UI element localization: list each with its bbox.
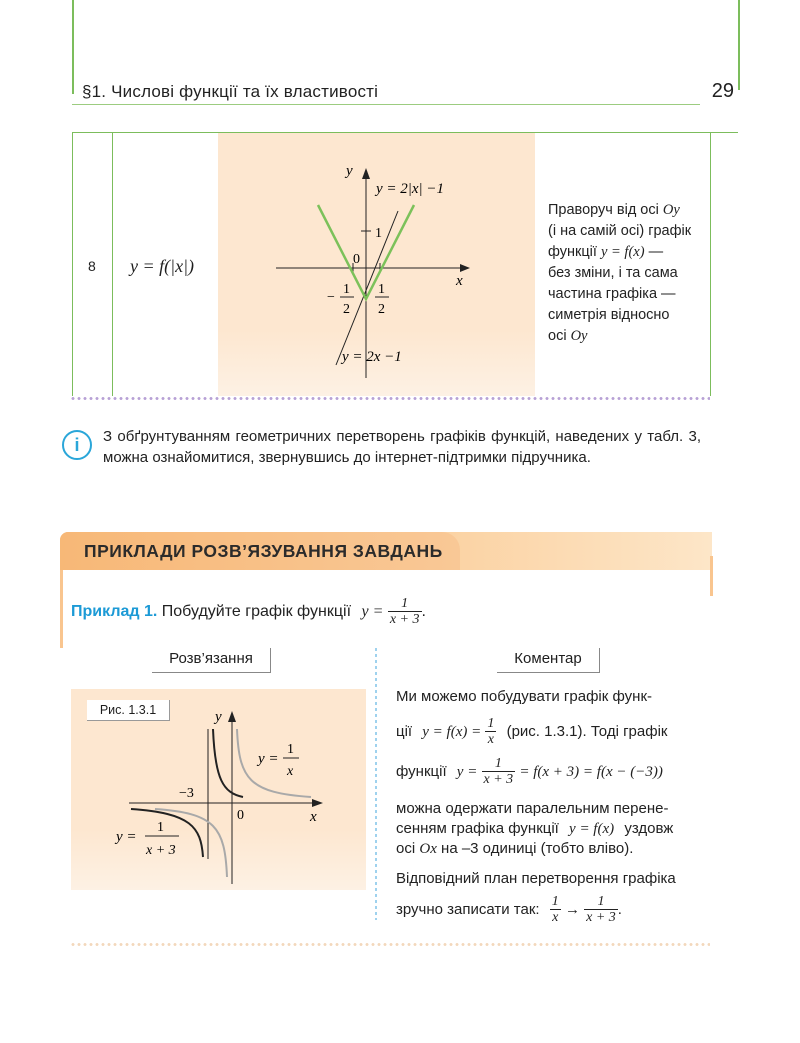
neg-half-sign: − [327,290,335,305]
comment-l3-a: функції [396,762,447,780]
desc-dash: — [644,244,664,260]
comment-l5-formula: y = f(x) [569,821,615,837]
comment-l8-f1-num: 1 [551,894,559,909]
y-axis-arrow [228,711,236,722]
page-number: 29 [711,80,734,102]
row-description [548,200,696,347]
label1-num: 1 [287,742,294,757]
desc-axis-oy: Oy [662,202,680,218]
figure-label: Рис. 1.3.1 [87,700,170,721]
frame-left-line [72,0,74,94]
comment-line-3 [396,756,701,788]
comment-l6-b: на –3 одиниці (тобто вліво). [441,840,634,857]
solution-heading: Розв’язання [152,648,271,673]
desc-line4: без зміни, і та сама [548,265,678,281]
comment-line-2 [396,716,701,748]
info-icon: i [62,430,92,460]
desc-axis-oy-2: Oy [570,328,588,344]
desc-line2: (і на самій осі) графік [548,223,692,239]
label2-lhs: y = [116,829,137,845]
neg-half-num: 1 [343,282,350,297]
table-left-border [72,132,73,396]
example-text: Побудуйте графік функції [161,603,352,621]
label2-den: x + 3 [146,843,176,858]
origin-label: 0 [353,252,360,267]
desc-line5: частина графіка — [548,286,676,302]
comment-l3-rhs: = f(x + 3) = f(x − (−3)) [519,763,663,780]
half-num: 1 [378,282,385,297]
example-frac-num: 1 [388,596,422,612]
desc-line1: Праворуч від осі [548,202,663,218]
comment-arrow: → [564,900,580,918]
x-axis-arrow [460,264,470,272]
axis-y-label: y [215,709,222,725]
comment-line-7: Відповідний план перетворення графіка [396,870,676,887]
example-frac-den: x + 3 [389,612,420,628]
comment-l3-num: 1 [482,756,516,772]
bottom-dotted-separator [70,942,710,947]
label1-lhs: y = [258,751,279,767]
origin-label: 0 [237,808,244,823]
table-col-divider [112,132,113,396]
comment-l3-fraction [482,756,516,788]
commentary-heading: Коментар [497,648,600,673]
neg-half-den: 2 [343,302,350,317]
desc-formula: y = f(x) [600,244,645,260]
header-underline [72,104,700,105]
column-divider [375,648,377,920]
label1-den: x [287,764,294,779]
comment-line-4: можна одержати паралельним перене- [396,800,669,817]
comment-l3-lhs: y = [456,763,478,780]
comment-l8-f1-den: x [552,910,559,926]
banner-right-edge [710,556,713,596]
example-end: . [421,603,426,621]
comment-l8-f2-den: x + 3 [586,910,616,926]
tick-one-label: 1 [375,226,382,241]
curve-label-bottom: y = 2x −1 [342,349,402,365]
comment-line-6 [396,840,701,858]
info-text: З обґрунтуванням геометричних перетворень графіків функцій, наведених у табл. 3, можна ознайомитися, звернувшись до інтернет-підтримки підручника. [103,428,701,466]
example-formula-lhs: y = [361,603,384,621]
comment-l8-a: зручно записати так: [396,900,540,918]
comment-l2-a: ції [396,722,413,740]
comment-l5-a: сенням графіка функції [396,820,559,837]
axis-y-label: y [346,163,353,179]
axis-x-label: x [310,809,317,825]
example-fraction [388,596,422,628]
comment-line-5 [396,820,701,838]
curve-label-top: y = 2|x| −1 [376,181,445,197]
comment-l8-fraction-2 [584,894,618,926]
banner-title: ПРИКЛАДИ РОЗВ’ЯЗУВАННЯ ЗАВДАНЬ [84,541,443,561]
axis-x-label: x [456,273,463,289]
comment-line-1: Ми можемо побудувати графік функ- [396,688,653,705]
graph-abs-function [218,133,535,396]
hyperbola-graph [71,689,366,890]
table-row-function: y = f(|x|) [130,256,195,276]
banner-left-edge [60,570,63,648]
half-den: 2 [378,302,385,317]
dotted-separator [70,396,710,401]
comment-l8-f2-num: 1 [584,894,618,910]
y-axis-arrow [362,168,370,179]
comment-l2-formula: y = f(x) = [422,723,482,740]
frame-right-line [738,0,740,90]
comment-l2-fraction [485,716,496,748]
comment-l3-den: x + 3 [483,772,514,788]
comment-line-8 [396,894,701,926]
desc-line7: осі [548,328,571,344]
comment-l8-fraction-1 [550,894,561,926]
comment-l6-a: осі [396,840,416,857]
comment-l2-den: x [487,732,495,748]
label2-num: 1 [157,820,164,835]
comment-l8-end: . [617,900,622,918]
table-row-number: 8 [88,258,96,274]
comment-l2-b: (рис. 1.3.1). Тоді графік [506,722,668,740]
desc-line6: симетрія відносно [548,307,670,323]
desc-line3: функції [548,244,601,260]
section-title: §1. Числові функції та їх властивості [82,82,379,101]
comment-l5-b: уздовж [624,820,674,837]
example-label: Приклад 1. [71,603,158,621]
x-axis-arrow [312,799,323,807]
shift-label: −3 [179,786,194,801]
example-statement [71,596,426,628]
comment-l6-axis: Ox [419,841,437,857]
comment-l2-num: 1 [487,716,495,731]
table-right-border [710,132,711,396]
